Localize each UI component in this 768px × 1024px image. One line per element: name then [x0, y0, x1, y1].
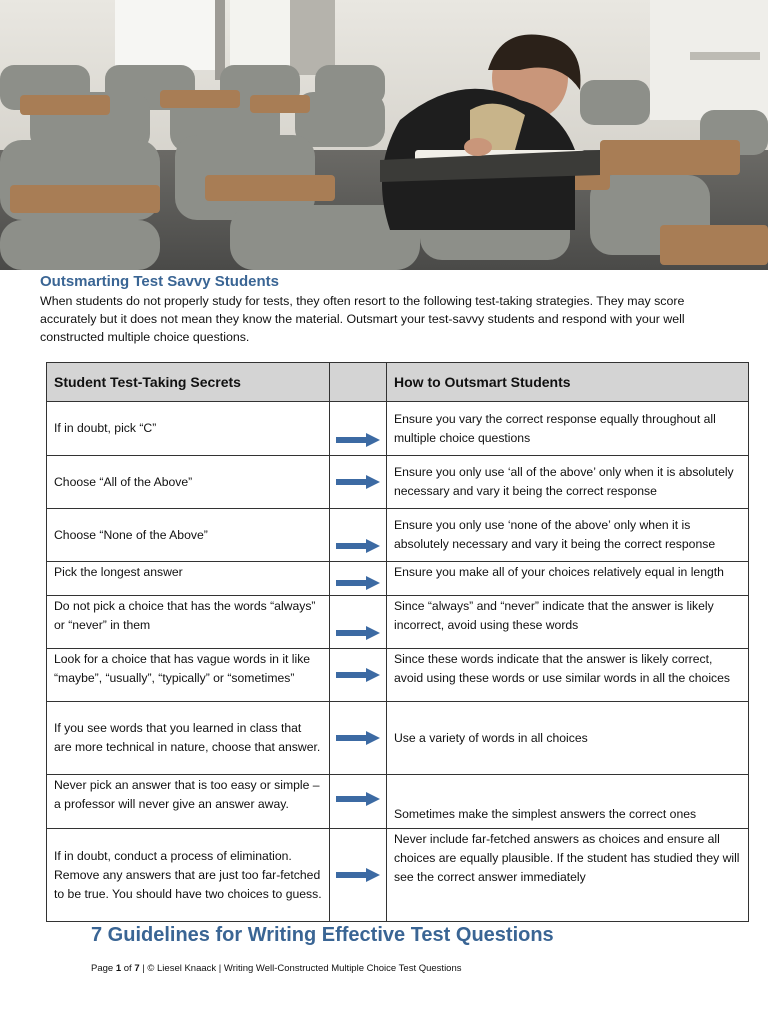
tip-cell: Since these words indicate that the answer is likely correct, avoid using these words or use similar words in all the choices: [387, 649, 749, 702]
footer-of: of: [121, 963, 135, 974]
secret-cell: If in doubt, conduct a process of elimination. Remove any answers that are just too far-fetched to be true. You should have two choices to guess.: [47, 829, 330, 922]
table-row: [47, 456, 749, 509]
arrow-cell: [330, 562, 387, 596]
classroom-photo: [0, 0, 768, 270]
arrow-cell: [330, 509, 387, 562]
right-arrow-icon: [336, 731, 380, 745]
table-row: [47, 702, 749, 775]
secret-cell: If you see words that you learned in class that are more technical in nature, choose that answer.: [47, 702, 330, 775]
tip-cell: Ensure you vary the correct response equally throughout all multiple choice questions: [387, 402, 749, 456]
arrow-cell: [330, 402, 387, 456]
right-arrow-icon: [336, 433, 380, 447]
secret-cell: Pick the longest answer: [47, 562, 330, 596]
footer-page-prefix: Page: [91, 963, 116, 974]
right-arrow-icon: [336, 539, 380, 553]
classroom-student-writing-photo-icon: [0, 0, 768, 270]
tip-cell: Use a variety of words in all choices: [387, 702, 749, 775]
tip-cell: Sometimes make the simplest answers the correct ones: [387, 775, 749, 829]
arrow-cell: [330, 702, 387, 775]
right-arrow-icon: [336, 868, 380, 882]
page-footer: [91, 963, 462, 974]
right-arrow-icon: [336, 792, 380, 806]
tip-cell: Ensure you only use ‘all of the above’ only when it is absolutely necessary and vary it being the correct response: [387, 456, 749, 509]
secret-cell: Choose “All of the Above”: [47, 456, 330, 509]
tip-cell: Ensure you make all of your choices relatively equal in length: [387, 562, 749, 596]
table-header-row: [47, 363, 749, 402]
arrow-cell: [330, 775, 387, 829]
secret-cell: Do not pick a choice that has the words “always” or “never” in them: [47, 596, 330, 649]
tip-cell: Ensure you only use ‘none of the above’ only when it is absolutely necessary and vary it being the correct response: [387, 509, 749, 562]
table-row: [47, 649, 749, 702]
arrow-cell: [330, 829, 387, 922]
secret-cell: Never pick an answer that is too easy or simple – a professor will never give an answer away.: [47, 775, 330, 829]
footer-page-total: 7: [134, 963, 140, 974]
arrow-cell: [330, 456, 387, 509]
footer-page-number: 1: [115, 963, 122, 974]
right-arrow-icon: [336, 668, 380, 682]
header-arrow-blank: [330, 363, 387, 402]
table-row: [47, 829, 749, 922]
secret-cell: Choose “None of the Above”: [47, 509, 330, 562]
secret-cell: If in doubt, pick “C”: [47, 402, 330, 456]
guidelines-heading: 7 Guidelines for Writing Effective Test Questions: [91, 924, 554, 946]
table-row: [47, 509, 749, 562]
tip-cell: Since “always” and “never” indicate that the answer is likely incorrect, avoid using these words: [387, 596, 749, 649]
table-row: [47, 562, 749, 596]
table-row: [47, 775, 749, 829]
test-taking-table: [46, 362, 749, 922]
right-arrow-icon: [336, 576, 380, 590]
right-arrow-icon: [336, 475, 380, 489]
header-secrets: Student Test-Taking Secrets: [47, 363, 330, 402]
secret-cell: Look for a choice that has vague words in it like “maybe”, “usually”, “typically” or “sometimes”: [47, 649, 330, 702]
arrow-cell: [330, 649, 387, 702]
table-row: [47, 596, 749, 649]
intro-paragraph: When students do not properly study for tests, they often resort to the following test-taking strategies. They may score accurately but it does not mean they know the material. Outsmart your test-savvy students and respond with your well constructed multiple choice questions.: [40, 294, 685, 344]
table-row: [47, 402, 749, 456]
arrow-cell: [330, 596, 387, 649]
tip-cell: Never include far-fetched answers as choices and ensure all choices are equally plausible. If the student has studied they will see the correct answer immediately: [387, 829, 749, 922]
section-heading: Outsmarting Test Savvy Students: [40, 273, 279, 290]
header-outsmart: How to Outsmart Students: [387, 363, 749, 402]
right-arrow-icon: [336, 626, 380, 640]
footer-credits: | © Liesel Knaack | Writing Well-Constructed Multiple Choice Test Questions: [139, 963, 462, 974]
